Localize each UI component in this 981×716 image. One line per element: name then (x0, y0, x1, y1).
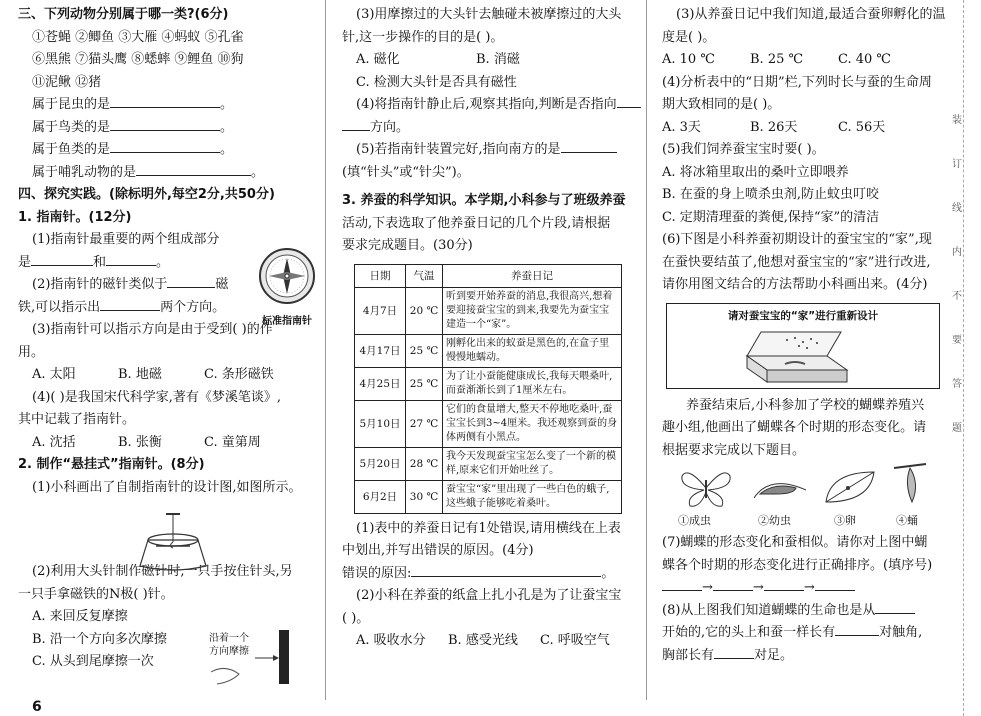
q3-1a: (1)表中的养蚕日记有1处错误,请用横线在上表 (356, 520, 621, 536)
silkworm-diary-table (354, 264, 622, 514)
q2-2-option-a[interactable]: A. 来回反复摩擦 (32, 609, 128, 624)
arrow: → (803, 580, 815, 595)
answer-blank[interactable] (110, 94, 220, 108)
side-char: 不 (952, 291, 962, 302)
option-a[interactable]: A. 吸收水分 (356, 633, 426, 648)
text: (5)若指南针装置完好,指向南方的是 (356, 142, 561, 157)
q2-2-option-c[interactable]: C. 从头到尾摩擦一次 (32, 654, 154, 669)
cell-temp: 25 ℃ (406, 334, 443, 367)
q2-title: 2. 制作“悬挂式”指南针。(8分) (18, 457, 205, 472)
q3-6b: 在蚕快要结茧了,他想对蚕宝宝的“家”进行改进, (662, 254, 931, 270)
option-c[interactable]: C. 条形磁铁 (204, 367, 274, 382)
pupa-icon (890, 462, 930, 510)
text: (8)从上图我们知道蝴蝶的生命也是从 (662, 602, 876, 618)
option-b[interactable]: B. 感受光线 (448, 633, 518, 648)
q3-1c: 错误的原因: 。 (342, 563, 632, 586)
hanging-compass-figure (128, 512, 218, 574)
binding-side-text (950, 110, 964, 462)
text: 开始的,它的头上和蚕一样长有 (662, 625, 836, 640)
redesign-box[interactable] (666, 303, 940, 389)
insects-line: 属于昆虫的是 。 (18, 94, 318, 117)
side-char: 题 (952, 423, 962, 434)
option-b[interactable]: B. 25 ℃ (750, 52, 804, 67)
option-c[interactable]: C. 呼吸空气 (540, 633, 610, 648)
insects-label: 属于昆虫的是 (32, 97, 111, 112)
text: 对足。 (754, 647, 794, 663)
cell-note: 我今天发现蚕宝宝怎么变了一个新的模样,原来它们开始吐丝了。 (443, 447, 622, 480)
cell-temp: 20 ℃ (406, 287, 443, 334)
redesign-title: 请对蚕宝宝的“家”进行重新设计 (727, 309, 879, 322)
side-char: 装 (952, 115, 962, 126)
answer-blank[interactable] (100, 297, 160, 311)
column-3 (662, 4, 946, 667)
side-char: 订 (952, 159, 962, 170)
birds-line: 属于鸟类的是 。 (18, 117, 318, 140)
q3-2b: ( )。 (342, 610, 370, 626)
cell-temp: 25 ℃ (406, 367, 443, 400)
cell-note: 刚孵化出来的蚁蚕是黑色的,在盒子里慢慢地蠕动。 (443, 334, 622, 367)
butterfly-intro-a: 养蚕结束后,小科参加了学校的蝴蝶养殖兴 (686, 397, 925, 413)
animals-row-1: ①苍蝇 ②鲫鱼 ③大雁 ④蚂蚁 ⑤孔雀 (32, 29, 244, 45)
column-2 (342, 4, 632, 653)
cell-note: 蚕宝宝“家”里出现了一些白色的蛾子,这些蛾子能够吃着桑叶。 (443, 480, 622, 513)
side-char: 答 (952, 379, 962, 390)
answer-blank[interactable] (835, 622, 879, 636)
butterfly-intro-b: 趣小组,他画出了蝴蝶各个时期的形态变化。请 (662, 420, 927, 435)
text: 胸部长有 (662, 647, 715, 663)
header-diary: 养蚕日记 (443, 264, 622, 287)
cell-note: 为了让小蚕能健康成长,我每天喂桑叶,而蚕渐渐长到了1厘米左右。 (443, 367, 622, 400)
butterfly-intro-c: 根据要求完成以下题目。 (662, 442, 806, 458)
answer-blank[interactable] (875, 600, 915, 614)
stage-label: ③卵 (834, 514, 856, 527)
answer-blank[interactable] (713, 577, 753, 591)
q1-1a: (1)指南针最重要的两个组成部分 (32, 232, 220, 247)
q3-4b: 期大致相同的是( )。 (662, 97, 781, 112)
compass-figure (252, 246, 322, 326)
header-temp: 气温 (406, 264, 443, 287)
option-b[interactable]: B. 张衡 (118, 434, 162, 450)
q3-6c: 请你用图文结合的方法帮助小科画出来。(4分) (662, 277, 928, 292)
answer-blank[interactable] (106, 252, 156, 266)
arrow: → (752, 580, 764, 595)
fish-line: 属于鱼类的是 。 (18, 139, 318, 162)
silkworm-box-icon (737, 326, 867, 386)
q2-5a (342, 139, 632, 162)
answer-blank[interactable] (136, 162, 251, 176)
q3-intro-c: 要求完成题目。(30分) (342, 238, 473, 253)
option-c[interactable]: C. 56天 (838, 119, 886, 135)
table-row (355, 447, 622, 480)
animals-row-3: ⑪泥鳅 ⑫猪 (32, 74, 102, 90)
q3-intro-b: 活动,下表选取了他养蚕日记的几个片段,请根据 (342, 215, 611, 231)
text: (4)将指南针静止后,观察其指向,判断是否指向 (356, 97, 617, 112)
answer-blank[interactable] (342, 117, 370, 131)
cell-temp: 27 ℃ (406, 400, 443, 447)
section-3-title: 三、下列动物分别属于哪一类?(6分) (18, 7, 229, 22)
q2-1: (1)小科画出了自制指南针的设计图,如图所示。 (32, 479, 302, 495)
answer-blank[interactable] (110, 139, 220, 153)
answer-blank[interactable] (617, 94, 641, 108)
q1-3a: (3)指南针可以指示方向是由于受到( )的作 (32, 322, 273, 337)
cell-date: 6月2日 (355, 480, 406, 513)
q3-1b: 中划出,并写出错误的原因。(4分) (342, 543, 534, 558)
cell-date: 5月20日 (355, 447, 406, 480)
option-a[interactable]: A. 3天 (662, 119, 701, 135)
q3-5: (5)我们饲养蚕宝宝时要( )。 (662, 142, 825, 157)
option-a[interactable]: A. 10 ℃ (662, 52, 715, 67)
cell-date: 4月25日 (355, 367, 406, 400)
text: 是 (18, 254, 32, 270)
table-header-row (355, 264, 622, 287)
table-row (355, 334, 622, 367)
q2-5b: (填“针头”或“针尖”)。 (342, 164, 470, 180)
q3-2-options (342, 630, 632, 653)
animals-row-2: ⑥黑熊 ⑦猫头鹰 ⑧蟋蟀 ⑨鲤鱼 ⑩狗 (32, 52, 244, 67)
cell-temp: 28 ℃ (406, 447, 443, 480)
q3-intro-a: 3. 养蚕的科学知识。本学期,小科参与了班级养蚕 (342, 193, 626, 208)
option-c[interactable]: C. 40 ℃ (838, 52, 891, 67)
option-b[interactable]: B. 消磁 (476, 52, 520, 67)
q3-5-option-c[interactable]: C. 定期清理蚕的粪便,保持“家”的清洁 (662, 209, 880, 225)
compass-icon (252, 246, 322, 308)
answer-blank[interactable] (411, 563, 601, 577)
hanging-compass-icon (128, 512, 218, 574)
q2-3a: (3)用摩擦过的大头针去触碰未被摩擦过的大头 (356, 7, 622, 22)
table-row (355, 367, 622, 400)
q1-4a: (4)( )是我国宋代科学家,著有《梦溪笔谈》, (32, 389, 281, 405)
q1-4b: 其中记载了指南针。 (18, 412, 136, 427)
q3-7b: 蝶各个时期的形态变化进行正确排序。(填序号) (662, 557, 933, 573)
text: 铁,可以指示出 (18, 299, 101, 315)
answer-blank[interactable] (110, 117, 220, 131)
mammals-line: 属于哺乳动物的是 。 (18, 162, 318, 185)
text: (2)指南针的磁针类似于 (32, 277, 168, 292)
cell-temp: 30 ℃ (406, 480, 443, 513)
birds-label: 属于鸟类的是 (32, 119, 111, 135)
q1-3-options (18, 364, 318, 387)
text: 错误的原因: (342, 565, 412, 581)
q1-3b: 用。 (18, 344, 45, 360)
answer-blank[interactable] (815, 577, 855, 591)
text: 两个方向。 (160, 299, 226, 315)
q3-3b: 度是( )。 (662, 29, 716, 45)
q3-5-option-b[interactable]: B. 在蚕的身上喷杀虫剂,防止蚊虫叮咬 (662, 187, 879, 202)
side-char: 线 (952, 203, 962, 214)
answer-blank[interactable] (714, 645, 754, 659)
cell-note: 听到要开始养蚕的消息,我很高兴,想着要迎接蚕宝宝的到来,我要先为蚕宝宝建造一个“家”。 (443, 287, 622, 334)
q3-4a: (4)分析表中的“日期”栏,下列时长与蚕的生命周 (662, 74, 932, 90)
text: 磁 (215, 277, 229, 292)
stage-label: ②幼虫 (758, 514, 791, 527)
option-a[interactable]: A. 磁化 (356, 52, 400, 67)
q3-4-options (662, 117, 942, 140)
option-a[interactable]: A. 太阳 (32, 367, 76, 382)
q3-5-option-a[interactable]: A. 将冰箱里取出的桑叶立即喂养 (662, 164, 849, 180)
option-a[interactable]: A. 沈括 (32, 434, 76, 450)
answer-blank[interactable] (662, 577, 702, 591)
section-4-title: 四、探究实践。(除标明外,每空2分,共50分) (18, 187, 275, 202)
q2-2a: (2)利用大头针制作磁针时,一只手按住针头,另 (32, 564, 293, 579)
table-row (355, 480, 622, 513)
q2-3b: 针,这一步操作的目的是( )。 (342, 29, 504, 45)
answer-blank[interactable] (764, 577, 804, 591)
rubbing-figure (205, 628, 295, 688)
q2-2-option-b[interactable]: B. 沿一个方向多次摩擦 (32, 631, 167, 647)
compass-caption: 标准指南针 (262, 316, 312, 327)
q3-7a: (7)蝴蝶的形态变化和蚕相似。请你对上图中蝴 (662, 535, 928, 550)
stage-label: ④蛹 (896, 514, 918, 527)
text: 对触角, (879, 625, 923, 640)
option-c[interactable]: C. 童第周 (204, 434, 261, 450)
mammals-label: 属于哺乳动物的是 (32, 164, 137, 180)
butterfly-adult-icon (678, 466, 734, 510)
caterpillar-icon (750, 470, 810, 506)
option-b[interactable]: B. 地磁 (118, 367, 162, 382)
text: 。 (156, 254, 170, 270)
text: 方向。 (370, 119, 410, 135)
option-b[interactable]: B. 26天 (750, 119, 798, 135)
fish-label: 属于鱼类的是 (32, 142, 111, 157)
cell-date: 5月10日 (355, 400, 406, 447)
header-date: 日期 (355, 264, 406, 287)
q3-3a: (3)从养蚕日记中我们知道,最适合蚕卵孵化的温 (676, 7, 946, 22)
rub-label (209, 632, 249, 658)
egg-leaf-icon (822, 468, 878, 508)
q3-8b (662, 622, 942, 645)
q2-3-options (342, 49, 632, 72)
column-divider (325, 0, 326, 700)
answer-blank[interactable] (31, 252, 93, 266)
answer-blank[interactable] (561, 139, 617, 153)
q3-7-sequence (662, 577, 942, 600)
cell-date: 4月17日 (355, 334, 406, 367)
cell-date: 4月7日 (355, 287, 406, 334)
rub-label-2: 方向摩擦 (209, 646, 249, 657)
answer-blank[interactable] (167, 274, 215, 288)
q3-8a (662, 600, 942, 623)
side-char: 要 (952, 335, 962, 346)
q2-3-option-c[interactable]: C. 检测大头针是否具有磁性 (356, 74, 517, 90)
side-char: 内 (952, 247, 962, 258)
table-row (355, 287, 622, 334)
q3-3-options (662, 49, 942, 72)
page-number: 6 (32, 699, 42, 715)
q3-8c (662, 645, 942, 668)
text: 和 (93, 254, 107, 270)
butterfly-stages (662, 462, 942, 532)
q3-6a: (6)下图是小科养蚕初期设计的蚕宝宝的“家”,现 (662, 232, 932, 247)
rub-label-1: 沿着一个 (209, 633, 249, 644)
column-divider (646, 0, 647, 700)
table-row (355, 400, 622, 447)
q2-2b: 一只手拿磁铁的N极( )针。 (18, 586, 174, 602)
cell-note: 它们的食量增大,整天不停地吃桑叶,蚕宝宝长到3~4厘米。我还观察到蚕的身体两侧有小黑点。 (443, 400, 622, 447)
q3-2a: (2)小科在养蚕的纸盒上扎小孔是为了让蚕宝宝 (356, 588, 622, 603)
q2-4b (342, 117, 632, 140)
q1-title: 1. 指南针。(12分) (18, 209, 132, 225)
q2-4a (342, 94, 632, 117)
stage-label: ①成虫 (678, 514, 711, 527)
q1-4-options (18, 432, 318, 455)
arrow: → (702, 580, 713, 595)
